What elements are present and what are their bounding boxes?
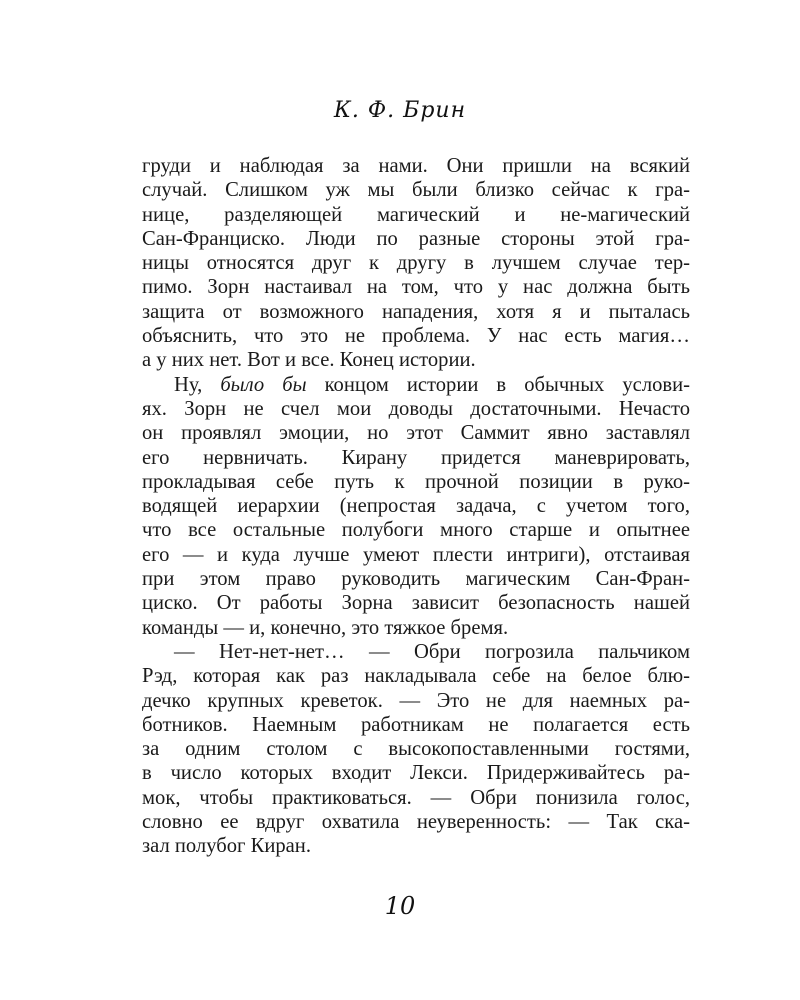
text-line: зал полубог Киран.	[142, 835, 311, 858]
text-line: водящей иерархии (непростая задача, с учетом того,	[142, 495, 690, 518]
text-line: что все остальные полубоги много старше и опытнее	[142, 519, 690, 542]
text-line: ях. Зорн не счел мои доводы достаточными. Нечасто	[142, 397, 690, 420]
text-line: — Нет-нет-нет… — Обри погрозила пальчиком	[174, 640, 690, 663]
text-line: прокладывая себе путь к прочной позиции в руко-	[142, 470, 690, 493]
text-line: объяснить, что это не проблема. У нас есть магия…	[142, 325, 690, 348]
page-number: 10	[384, 892, 416, 920]
text-line: за одним столом с высокопоставленными гостями,	[142, 738, 690, 761]
text-line: нице, разделяющей магический и не-магический	[142, 203, 690, 226]
text-line: защита от возможного нападения, хотя я и пыталась	[142, 300, 690, 323]
text-line: а у них нет. Вот и все. Конец истории.	[142, 349, 476, 372]
text-line: мок, чтобы практиковаться. — Обри понизила голос,	[142, 786, 690, 809]
text-line: пимо. Зорн настаивал на том, что у нас должна быть	[142, 276, 690, 299]
text-line: дечко крупных креветок. — Это не для наемных ра-	[142, 689, 690, 712]
text-line: словно ее вдруг охватила неуверенность: — Так ска-	[142, 811, 690, 834]
text-line: его — и куда лучше умеют плести интриги), отстаивая	[142, 543, 690, 566]
body-text	[142, 154, 690, 859]
text-line: Рэд, которая как раз накладывала себе на белое блю-	[142, 665, 690, 688]
text-line: при этом право руководить магическим Сан-Фран-	[142, 568, 690, 591]
text-line: ботников. Наемным работникам не полагается есть	[142, 713, 690, 736]
text-fragment: Ну,	[174, 373, 203, 396]
text-line: случай. Слишком уж мы были близко сейчас к гра-	[142, 179, 690, 202]
text-line: циско. От работы Зорна зависит безопасность нашей	[142, 592, 690, 615]
text-line	[142, 373, 690, 397]
text-line: Сан-Франциско. Люди по разные стороны этой гра-	[142, 227, 690, 250]
text-line: ницы относятся друг к другу в лучшем случае тер-	[142, 252, 690, 275]
text-line: его нервничать. Кирану придется маневрировать,	[142, 446, 690, 469]
italic-phrase: было бы	[220, 373, 307, 396]
text-line: он проявлял эмоции, но этот Саммит явно заставлял	[142, 422, 690, 445]
text-line: в число которых входит Лекси. Придерживайтесь ра-	[142, 762, 690, 785]
text-line: команды — и, конечно, это тяжкое бремя.	[142, 616, 509, 639]
text-line: груди и наблюдая за нами. Они пришли на всякий	[142, 155, 690, 177]
running-header-author: К. Ф. Брин	[333, 98, 467, 123]
text-fragment: концом истории в обычных услови-	[324, 373, 690, 396]
